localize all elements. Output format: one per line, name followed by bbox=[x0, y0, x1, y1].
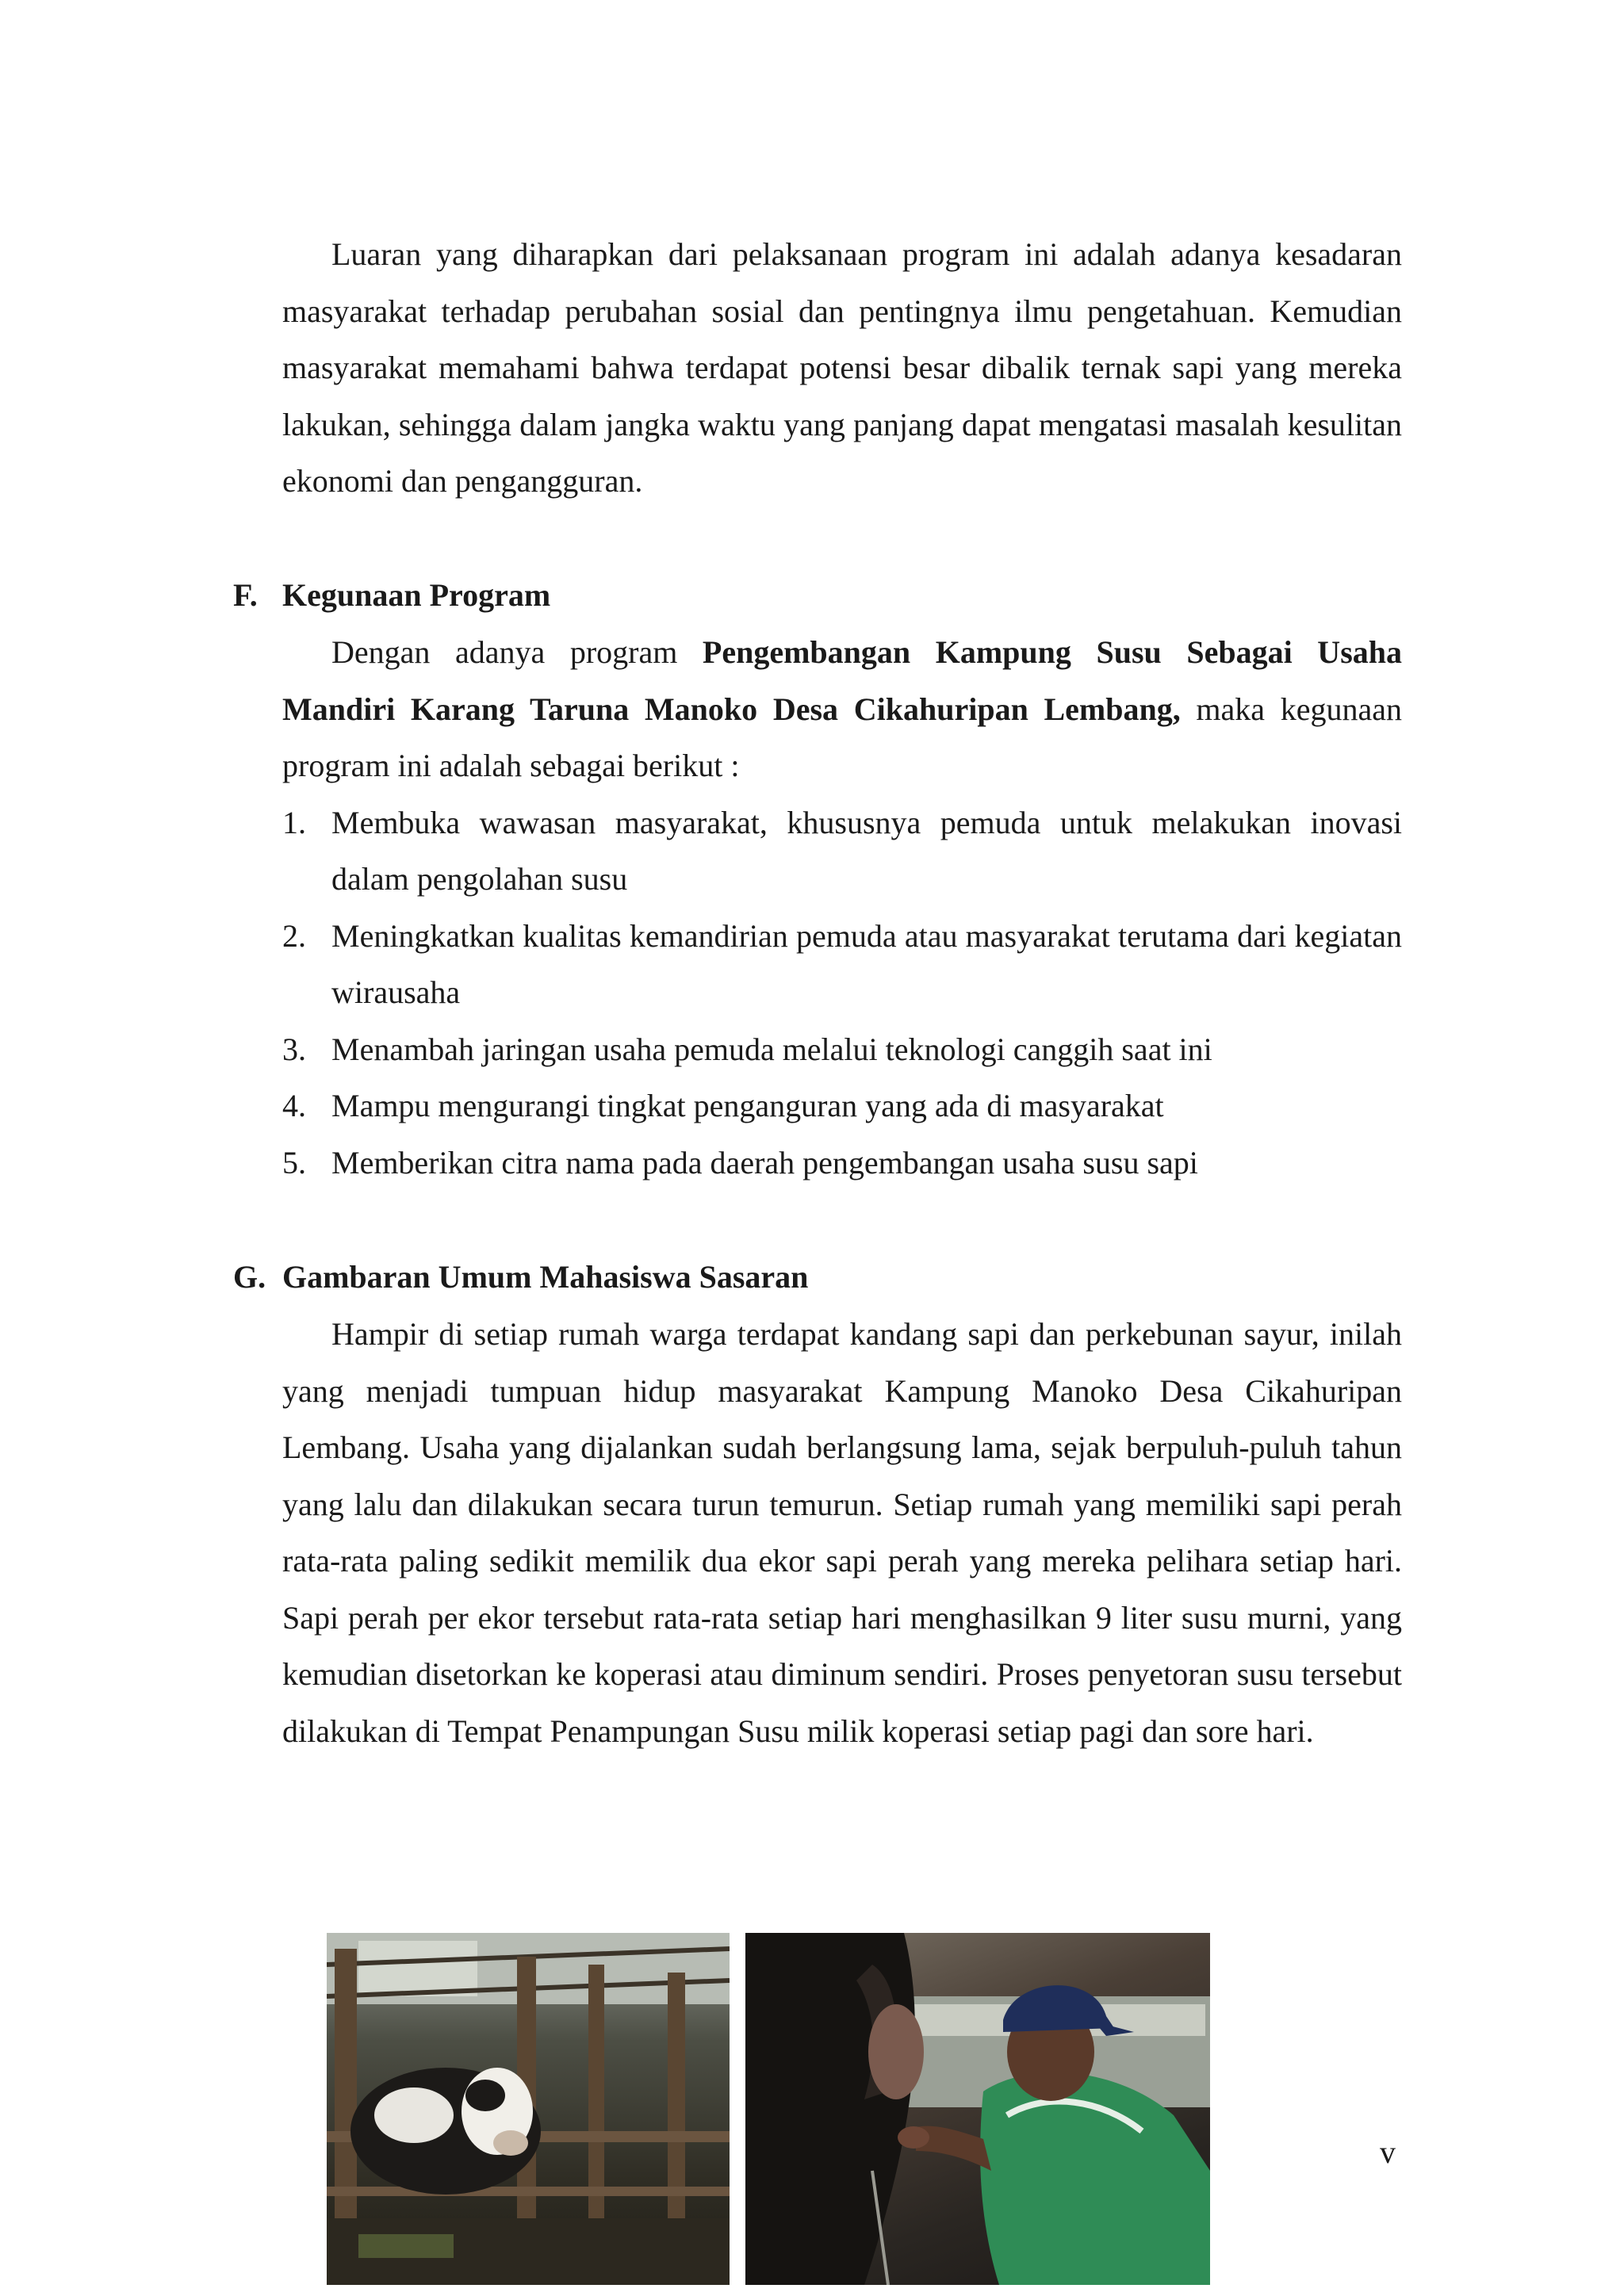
milking-illustration bbox=[745, 1933, 1210, 2285]
intro-paragraph: Luaran yang diharapkan dari pelaksanaan program ini adalah adanya kesadaran masyarakat terhadap perubahan sosial dan pentingnya ilmu pengetahuan. Kemudian masyarakat memahami bahwa terdapat potensi besar dibalik ternak sapi yang mereka lakukan, sehingga dalam jangka waktu yang panjang dapat mengatasi masalah kesulitan ekonomi dan pengangguran. bbox=[282, 236, 1402, 499]
list-item-text: Membuka wawasan masyarakat, khususnya pemuda untuk melakukan inovasi dalam pengolahan susu bbox=[331, 804, 1402, 897]
intro-section bbox=[282, 226, 1402, 510]
list-item-number: 5. bbox=[282, 1144, 306, 1181]
section-f-title: Kegunaan Program bbox=[282, 577, 551, 613]
list-item bbox=[282, 1021, 1402, 1078]
list-item-number: 2. bbox=[282, 917, 306, 954]
section-g-body bbox=[282, 1306, 1402, 1759]
list-item-number: 1. bbox=[282, 804, 306, 840]
list-item-number: 3. bbox=[282, 1031, 306, 1067]
section-g-title: Gambaran Umum Mahasiswa Sasaran bbox=[282, 1259, 809, 1295]
page-number: v bbox=[1380, 2134, 1396, 2170]
cow-barn-photo bbox=[327, 1933, 730, 2285]
section-g-letter: G. bbox=[233, 1259, 266, 1295]
list-item-text: Meningkatkan kualitas kemandirian pemuda atau masyarakat terutama dari kegiatan wirausaha bbox=[331, 917, 1402, 1010]
list-item bbox=[282, 908, 1402, 1021]
milking-photo bbox=[745, 1933, 1210, 2285]
section-g-paragraph: Hampir di setiap rumah warga terdapat kandang sapi dan perkebunan sayur, inilah yang menjadi tumpuan hidup masyarakat Kampung Manoko Desa Cikahuripan Lembang. Usaha yang dijalankan sudah berlangsung lama, sejak berpuluh-puluh tahun yang lalu dan dilakukan secara turun temurun. Setiap rumah yang memiliki sapi perah rata-rata paling sedikit memilik dua ekor sapi perah yang mereka pelihara setiap hari. Sapi perah per ekor tersebut rata-rata setiap hari menghasilkan 9 liter susu murni, yang kemudian disetorkan ke koperasi atau diminum sendiri. Proses penyetoran susu tersebut dilakukan di Tempat Penampungan Susu milik koperasi setiap pagi dan sore hari. bbox=[282, 1316, 1402, 1749]
list-item bbox=[282, 1077, 1402, 1135]
cow-barn-illustration bbox=[327, 1933, 730, 2285]
section-f-body bbox=[282, 624, 1402, 1191]
section-f-heading bbox=[233, 567, 550, 624]
section-f-program-name: Pengembangan Kampung Susu Sebagai Usaha Mandiri Karang Taruna Manoko Desa Cikahuripan Lembang, bbox=[282, 634, 1402, 727]
list-item-text: Menambah jaringan usaha pemuda melalui teknologi canggih saat ini bbox=[331, 1031, 1212, 1067]
list-item-text: Memberikan citra nama pada daerah pengembangan usaha susu sapi bbox=[331, 1144, 1198, 1181]
usefulness-list bbox=[282, 794, 1402, 1192]
section-f-intro-tail: maka kegunaan program ini adalah sebagai berikut : bbox=[282, 691, 1402, 783]
section-f-letter: F. bbox=[233, 577, 258, 613]
section-f-intro bbox=[282, 624, 1402, 794]
list-item-text: Mampu mengurangi tingkat penganguran yang ada di masyarakat bbox=[331, 1088, 1164, 1123]
list-item-number: 4. bbox=[282, 1088, 306, 1123]
section-g-heading bbox=[233, 1249, 808, 1306]
list-item bbox=[282, 1135, 1402, 1192]
list-item bbox=[282, 794, 1402, 908]
section-f-intro-text: Dengan adanya program bbox=[331, 634, 703, 670]
